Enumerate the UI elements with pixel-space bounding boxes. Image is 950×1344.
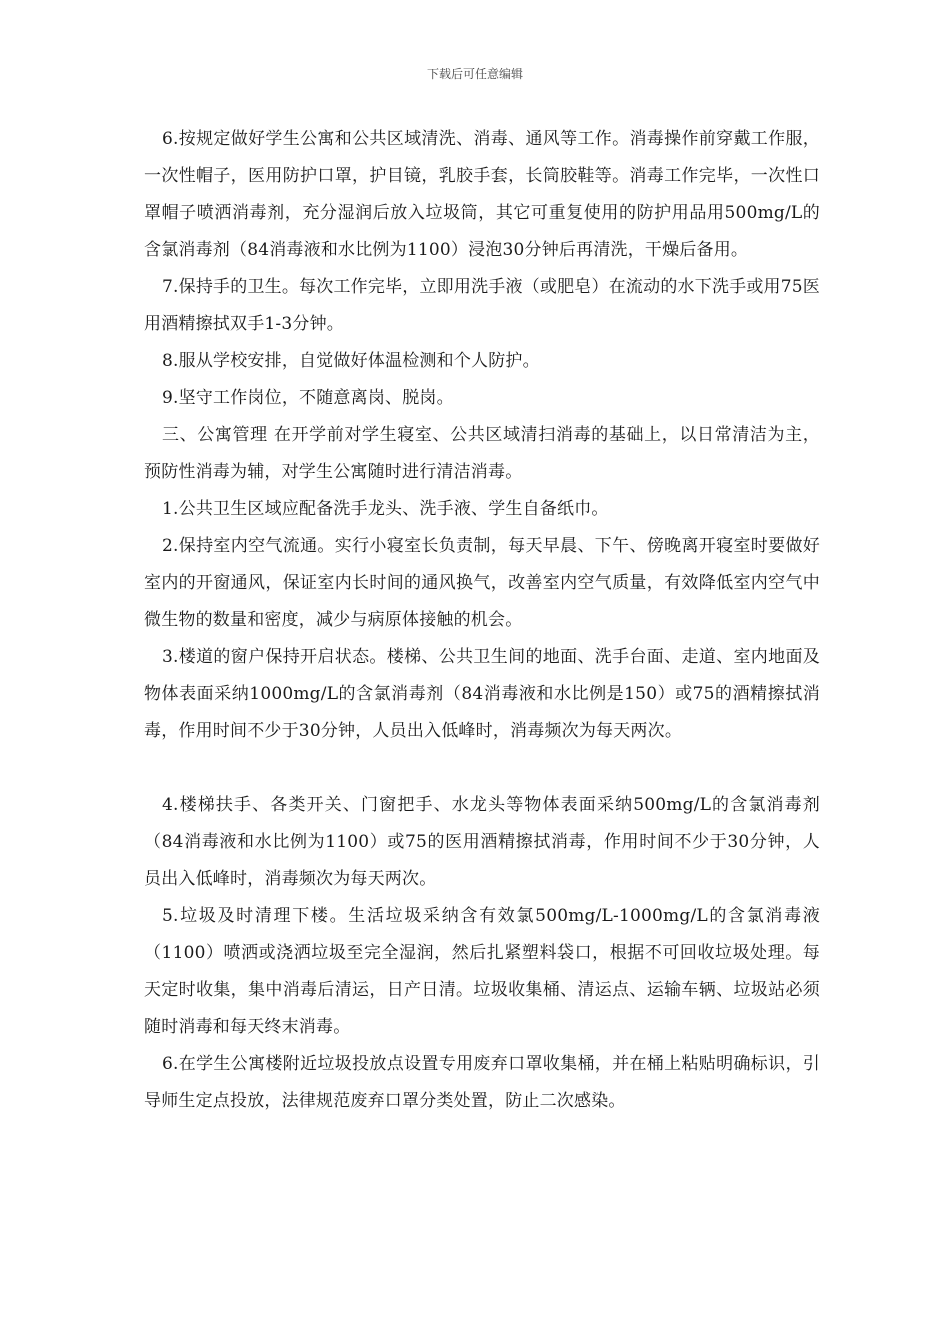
paragraph-mask-collection: 6.在学生公寓楼附近垃圾投放点设置专用废弃口罩收集桶，并在桶上粘贴明确标识，引导师生定点投放，法律规范废弃口罩分类处置，防止二次感染。 <box>144 1054 820 1111</box>
document-body <box>144 121 820 1120</box>
page-header: 下载后可任意编辑 <box>426 67 523 81</box>
blank-line <box>144 750 820 787</box>
paragraph-obey-arrangement: 8.服从学校安排，自觉做好体温检测和个人防护。 <box>162 351 540 371</box>
paragraph-hand-hygiene: 7.保持手的卫生。每次工作完毕，立即用洗手液（或肥皂）在流动的水下洗手或用75医用酒精擦拭双手1-3分钟。 <box>144 277 820 334</box>
paragraph-air-circulation: 2.保持室内空气流通。实行小寝室长负责制，每天早晨、下午、傍晚离开寝室时要做好室内的开窗通风，保证室内长时间的通风换气，改善室内空气质量，有效降低室内空气中微生物的数量和密度，减少与病原体接触的机会。 <box>144 536 820 630</box>
paragraph-section-apartment-management: 三、公寓管理 在开学前对学生寝室、公共区域清扫消毒的基础上，以日常清洁为主，预防性消毒为辅，对学生公寓随时进行清洁消毒。 <box>144 425 820 482</box>
paragraph-public-sanitation: 1.公共卫生区域应配备洗手龙头、洗手液、学生自备纸巾。 <box>162 499 609 519</box>
paragraph-handrails-switches: 4.楼梯扶手、各类开关、门窗把手、水龙头等物体表面采纳500mg/L的含氯消毒剂（84消毒液和水比例为1100）或75的医用酒精擦拭消毒，作用时间不少于30分钟，人员出入低峰时，消毒频次为每天两次。 <box>144 795 820 889</box>
paragraph-garbage-disposal: 5.垃圾及时清理下楼。生活垃圾采纳含有效氯500mg/L-1000mg/L的含氯消毒液（1100）喷洒或浇洒垃圾至完全湿润，然后扎紧塑料袋口，根据不可回收垃圾处理。每天定时收集，集中消毒后清运，日产日清。垃圾收集桶、清运点、运输车辆、垃圾站必须随时消毒和每天终末消毒。 <box>144 906 820 1037</box>
paragraph-corridor-windows: 3.楼道的窗户保持开启状态。楼梯、公共卫生间的地面、洗手台面、走道、室内地面及物体表面采纳1000mg/L的含氯消毒剂（84消毒液和水比例是150）或75的酒精擦拭消毒，作用时间不少于30分钟，人员出入低峰时，消毒频次为每天两次。 <box>144 647 820 741</box>
paragraph-stay-at-post: 9.坚守工作岗位，不随意离岗、脱岗。 <box>162 388 454 408</box>
paragraph-disinfection-work: 6.按规定做好学生公寓和公共区域清洗、消毒、通风等工作。消毒操作前穿戴工作服，一次性帽子，医用防护口罩，护目镜，乳胶手套，长筒胶鞋等。消毒工作完毕，一次性口罩帽子喷洒消毒剂，充分湿润后放入垃圾筒，其它可重复使用的防护用品用500mg/L的含氯消毒剂（84消毒液和水比例为1100）浸泡30分钟后再清洗，干燥后备用。 <box>144 129 820 260</box>
